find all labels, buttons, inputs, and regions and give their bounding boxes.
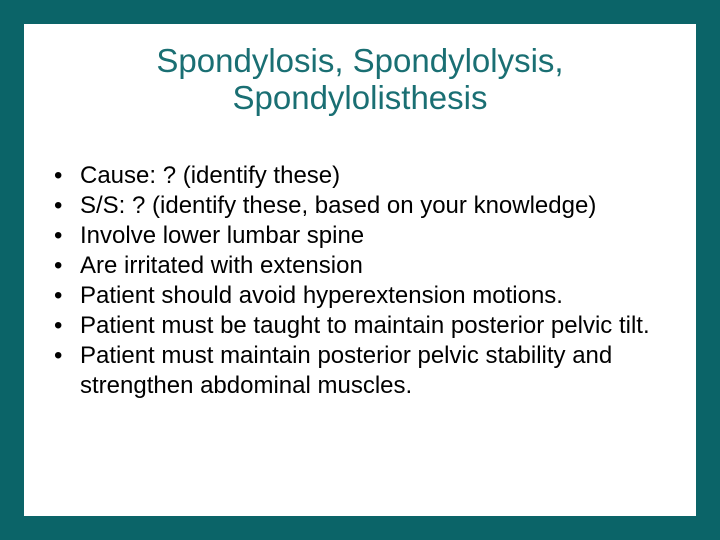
bullet-marker: • xyxy=(54,162,63,189)
bullet-marker: • xyxy=(54,192,63,219)
slide xyxy=(24,24,696,516)
bullet-text: Involve lower lumbar spine xyxy=(80,222,365,249)
bullet-text: S/S: ? (identify these, based on your knowledge) xyxy=(80,192,597,219)
bullet-text: Patient must maintain posterior pelvic stability and strengthen abdominal muscles. xyxy=(80,342,613,399)
bullet-text: Patient should avoid hyperextension motions. xyxy=(80,282,563,309)
bullet-list xyxy=(54,161,684,401)
bullet-marker: • xyxy=(54,252,63,279)
bullet-text: Are irritated with extension xyxy=(80,252,363,279)
slide-title-line-2: Spondylolisthesis xyxy=(232,79,488,116)
bullet-item-lumbar-spine xyxy=(54,221,684,251)
bullet-text: Patient must be taught to maintain posterior pelvic tilt. xyxy=(80,312,650,339)
bullet-text: Cause: ? (identify these) xyxy=(80,162,341,189)
bullet-item-pelvic-stability xyxy=(54,341,684,401)
bullet-marker: • xyxy=(54,342,63,369)
bullet-marker: • xyxy=(54,312,63,339)
bullet-item-extension xyxy=(54,251,684,281)
bullet-item-signs-symptoms xyxy=(54,191,684,221)
slide-title xyxy=(24,42,696,116)
bullet-marker: • xyxy=(54,282,63,309)
bullet-marker: • xyxy=(54,222,63,249)
bullet-item-cause xyxy=(54,161,684,191)
bullet-item-avoid-hyperextension xyxy=(54,281,684,311)
bullet-item-pelvic-tilt xyxy=(54,311,684,341)
slide-title-line-1: Spondylosis, Spondylolysis, xyxy=(156,42,564,79)
